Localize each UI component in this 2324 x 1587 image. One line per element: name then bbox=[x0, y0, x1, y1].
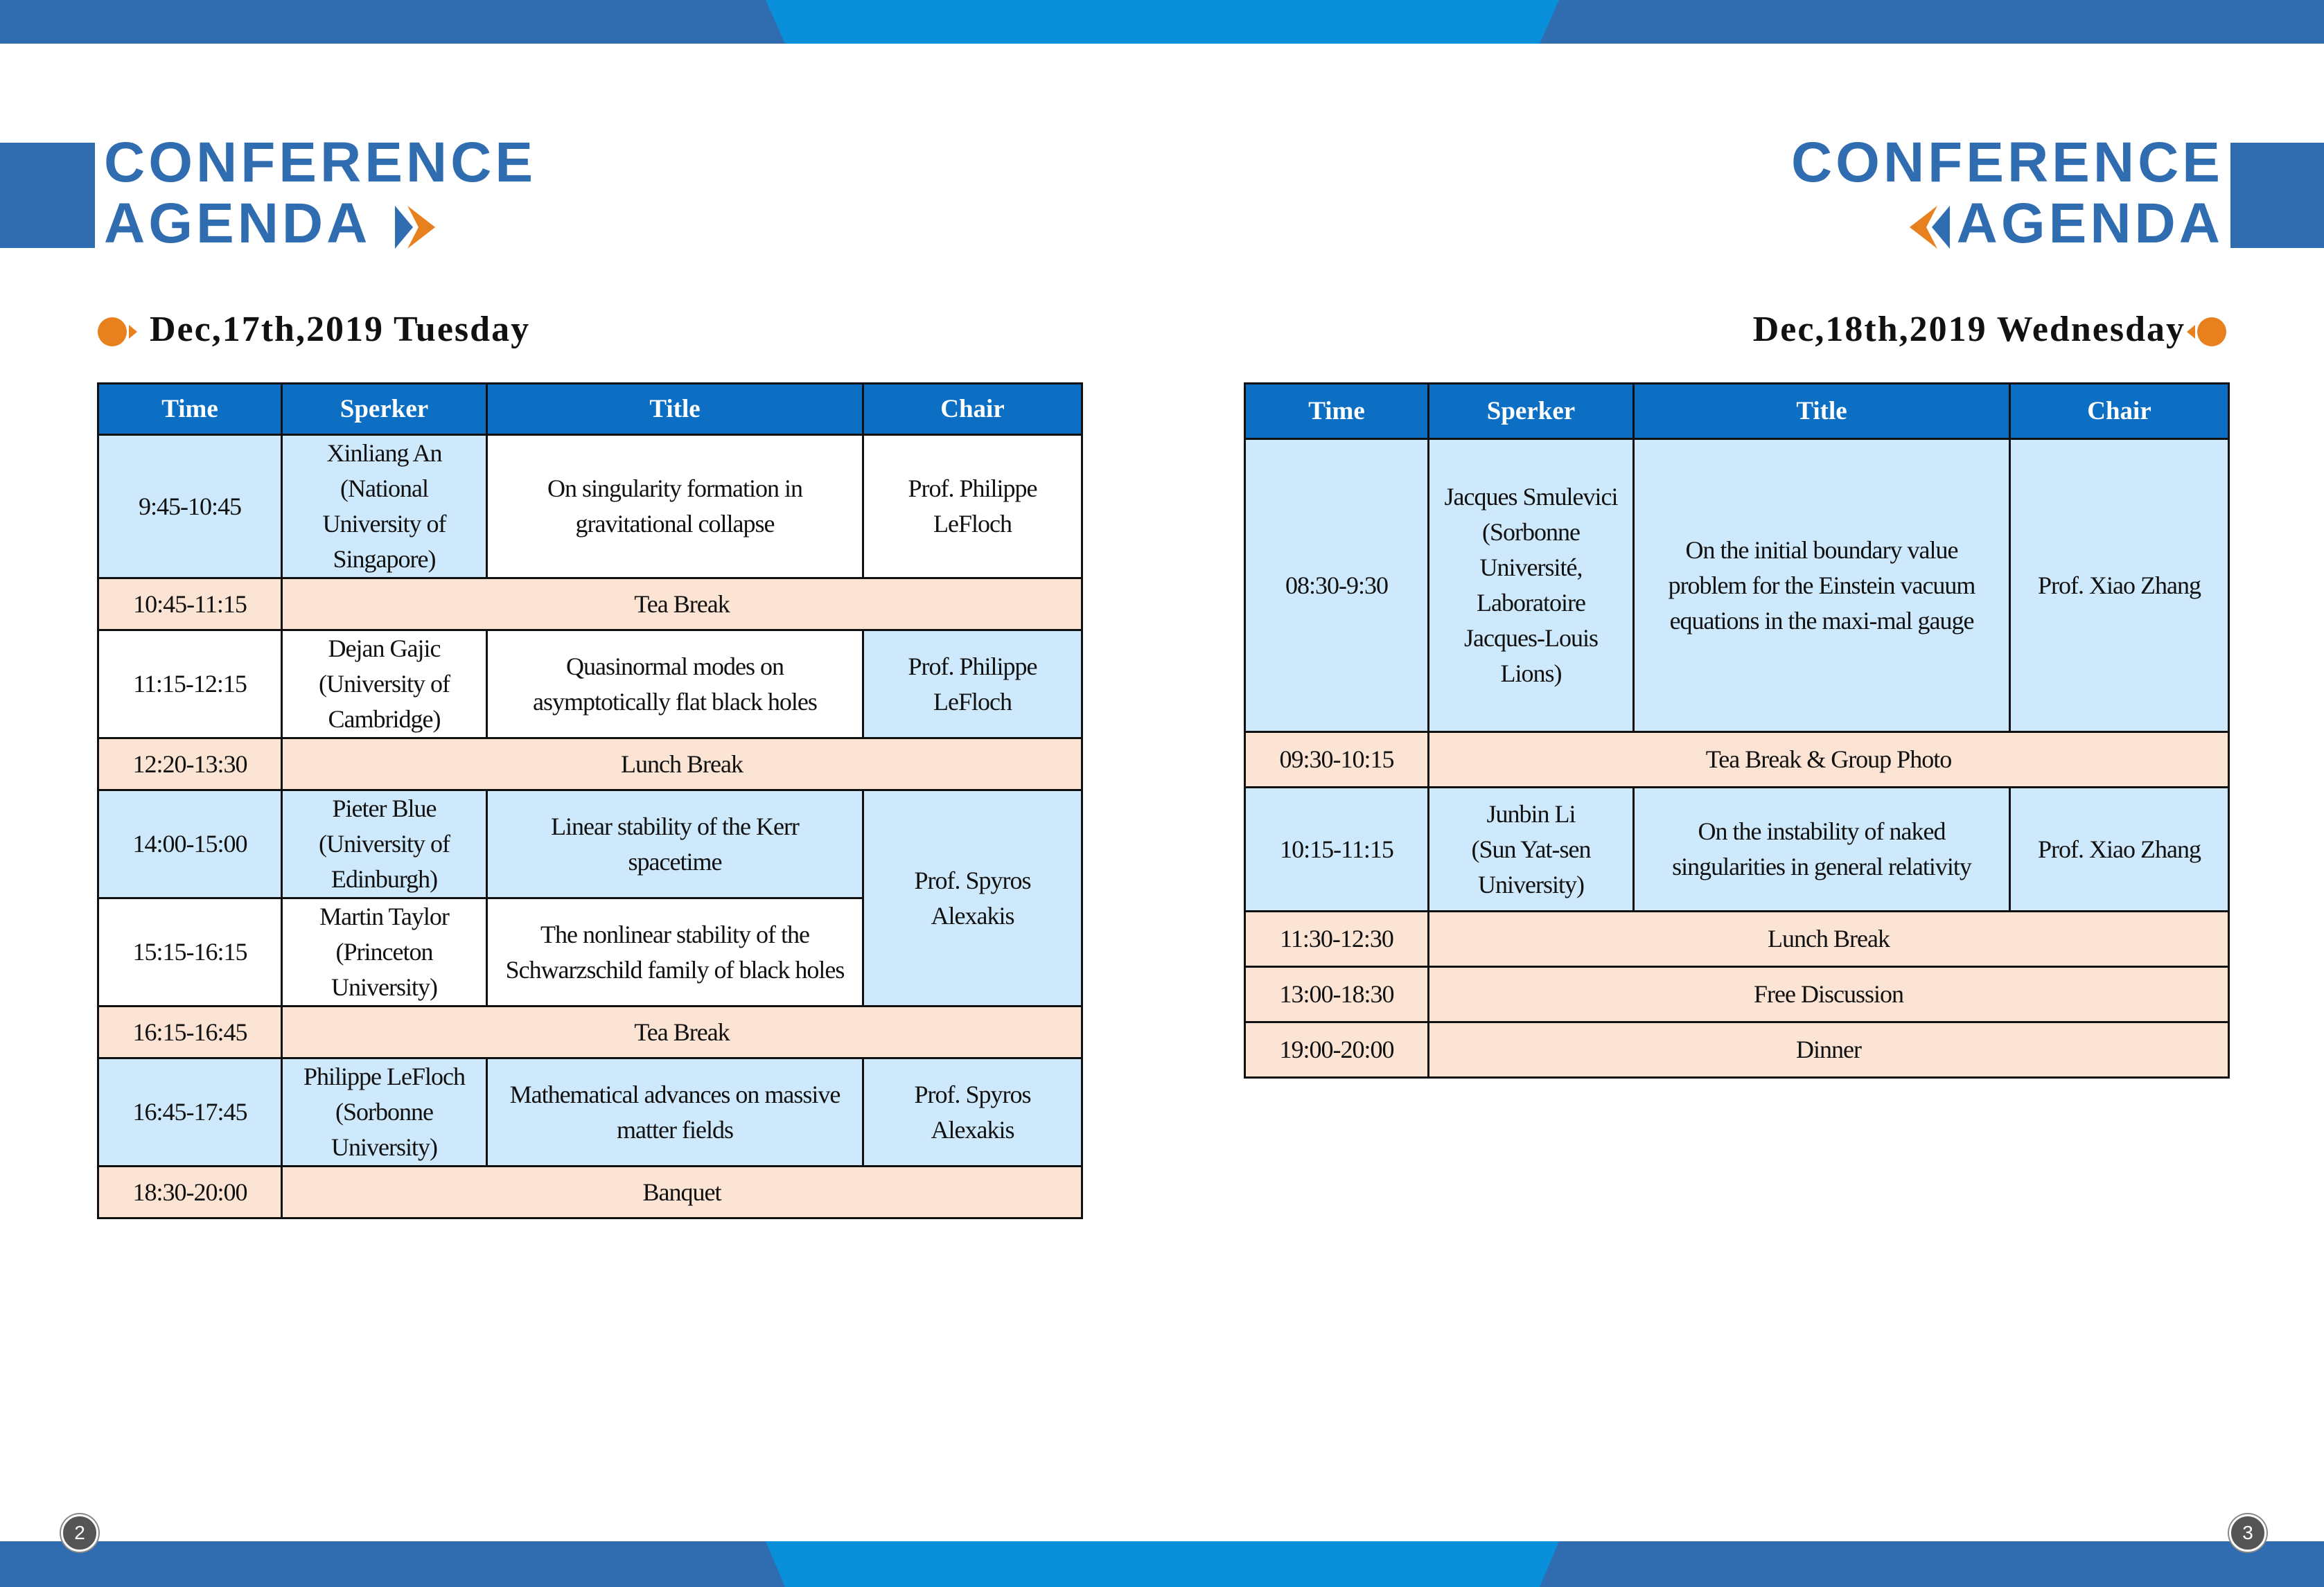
speaker-line: (University of bbox=[319, 670, 450, 698]
title-cell bbox=[1634, 788, 2010, 912]
left-heading-line2: AGENDA bbox=[104, 192, 369, 255]
speaker-cell bbox=[282, 1058, 487, 1167]
right-heading-block bbox=[2230, 143, 2324, 248]
table-row bbox=[1245, 732, 2229, 788]
header-chair: Chair bbox=[863, 384, 1082, 435]
speaker-cell bbox=[282, 435, 487, 578]
left-agenda-table bbox=[97, 382, 1083, 1219]
header-time: Time bbox=[1245, 384, 1429, 439]
chair-cell bbox=[863, 435, 1082, 578]
speaker-line: University) bbox=[1478, 870, 1584, 898]
chair-cell bbox=[2010, 788, 2229, 912]
header-title: Title bbox=[1634, 384, 2010, 439]
speaker-cell bbox=[282, 790, 487, 898]
header-chair: Chair bbox=[2010, 384, 2229, 439]
header-speaker: Sperker bbox=[1429, 384, 1634, 439]
title-line: Mathematical advances on massive bbox=[509, 1080, 840, 1108]
chair-line: Alexakis bbox=[931, 901, 1014, 930]
time-cell: 16:15-16:45 bbox=[98, 1007, 282, 1058]
break-cell: Tea Break bbox=[282, 1007, 1082, 1058]
break-cell: Free Discussion bbox=[1429, 967, 2229, 1022]
title-cell bbox=[487, 630, 863, 738]
title-line: singularities in general relativity bbox=[1672, 853, 1971, 880]
speaker-line: (Sun Yat-sen bbox=[1471, 835, 1591, 863]
time-cell: 10:45-11:15 bbox=[98, 578, 282, 630]
right-page-heading bbox=[1791, 132, 2224, 254]
header-speaker: Sperker bbox=[282, 384, 487, 435]
right-date-heading: Dec,18th,2019 Wednesday bbox=[1752, 310, 2185, 349]
speaker-line: Laboratoire bbox=[1477, 589, 1585, 617]
chair-cell bbox=[2010, 439, 2229, 732]
speaker-cell bbox=[282, 630, 487, 738]
title-line: problem for the Einstein vacuum bbox=[1668, 571, 1975, 599]
left-heading-block bbox=[0, 143, 95, 248]
speaker-line: (University of bbox=[319, 830, 450, 858]
time-cell: 10:15-11:15 bbox=[1245, 788, 1429, 912]
speaker-line: (National bbox=[340, 475, 428, 502]
bottom-decorative-band bbox=[0, 1541, 2324, 1587]
speaker-line: (Sorbonne bbox=[335, 1098, 433, 1126]
break-cell: Banquet bbox=[282, 1167, 1082, 1218]
time-cell: 12:20-13:30 bbox=[98, 738, 282, 790]
break-cell: Tea Break bbox=[282, 578, 1082, 630]
speaker-cell bbox=[1429, 788, 1634, 912]
right-heading-line1: CONFERENCE bbox=[1790, 131, 2224, 194]
break-cell: Tea Break & Group Photo bbox=[1429, 732, 2229, 788]
chair-cell bbox=[863, 1058, 1082, 1167]
time-cell: 15:15-16:15 bbox=[98, 898, 282, 1007]
table-row bbox=[98, 578, 1082, 630]
title-cell bbox=[487, 1058, 863, 1167]
speaker-line: Singapore) bbox=[333, 545, 436, 573]
speaker-line: Dejan Gajic bbox=[328, 635, 441, 662]
title-line: Quasinormal modes on bbox=[566, 652, 784, 680]
time-cell: 16:45-17:45 bbox=[98, 1058, 282, 1167]
right-date-bullet-icon bbox=[2185, 317, 2227, 347]
time-cell: 9:45-10:45 bbox=[98, 435, 282, 578]
speaker-line: Université, bbox=[1479, 553, 1583, 581]
speaker-line: Xinliang An bbox=[326, 439, 442, 467]
chair-line: Prof. Spyros bbox=[914, 1080, 1031, 1108]
table-row bbox=[1245, 439, 2229, 732]
page-number-right: 3 bbox=[2229, 1514, 2266, 1552]
break-cell: Dinner bbox=[1429, 1022, 2229, 1078]
speaker-line: Martin Taylor bbox=[319, 903, 449, 930]
table-row bbox=[1245, 788, 2229, 912]
right-agenda-table bbox=[1244, 382, 2230, 1079]
right-arrow-icon bbox=[395, 206, 435, 249]
speaker-line: (Princeton bbox=[335, 938, 433, 966]
time-cell: 18:30-20:00 bbox=[98, 1167, 282, 1218]
title-line: spacetime bbox=[628, 847, 722, 876]
title-cell bbox=[487, 898, 863, 1007]
speaker-line: Junbin Li bbox=[1486, 799, 1576, 828]
break-cell: Lunch Break bbox=[1429, 912, 2229, 967]
time-cell: 11:15-12:15 bbox=[98, 630, 282, 738]
break-cell: Lunch Break bbox=[282, 738, 1082, 790]
table-row bbox=[98, 1167, 1082, 1218]
table-row bbox=[98, 630, 1082, 738]
chair-line: LeFloch bbox=[933, 510, 1012, 538]
speaker-line: University) bbox=[331, 1133, 437, 1161]
speaker-line: Jacques Smulevici bbox=[1444, 483, 1618, 511]
chair-line: Prof. Xiao Zhang bbox=[2038, 571, 2201, 599]
right-heading-line2: AGENDA bbox=[1956, 192, 2224, 255]
chair-line: Prof. Philippe bbox=[908, 475, 1037, 502]
table-row bbox=[98, 738, 1082, 790]
title-line: Linear stability of the Kerr bbox=[551, 812, 799, 840]
left-heading-line1: CONFERENCE bbox=[104, 131, 537, 194]
table-row bbox=[1245, 912, 2229, 967]
table-row bbox=[1245, 967, 2229, 1022]
title-line: The nonlinear stability of the bbox=[540, 920, 809, 948]
table-row bbox=[98, 1058, 1082, 1167]
title-line: gravitational collapse bbox=[575, 510, 775, 538]
chair-cell bbox=[863, 790, 1082, 1007]
table-row bbox=[98, 435, 1082, 578]
chair-line: Prof. Spyros bbox=[914, 866, 1031, 894]
table-header-row bbox=[1245, 384, 2229, 439]
time-cell: 09:30-10:15 bbox=[1245, 732, 1429, 788]
chair-cell bbox=[863, 630, 1082, 738]
left-arrow-icon bbox=[1910, 206, 1950, 249]
speaker-line: Lions) bbox=[1500, 659, 1562, 687]
speaker-line: University of bbox=[322, 510, 446, 538]
chair-line: Alexakis bbox=[931, 1115, 1014, 1144]
title-line: On the initial boundary value bbox=[1685, 535, 1958, 564]
speaker-line: (Sorbonne bbox=[1482, 518, 1580, 546]
time-cell: 13:00-18:30 bbox=[1245, 967, 1429, 1022]
speaker-line: University) bbox=[331, 973, 437, 1001]
table-row bbox=[1245, 1022, 2229, 1078]
speaker-cell bbox=[282, 898, 487, 1007]
speaker-line: Pieter Blue bbox=[332, 795, 437, 822]
top-decorative-band bbox=[0, 0, 2324, 44]
left-date-bullet-icon bbox=[97, 317, 139, 347]
left-date-heading: Dec,17th,2019 Tuesday bbox=[150, 310, 531, 349]
speaker-line: Edinburgh) bbox=[331, 865, 438, 893]
title-cell bbox=[487, 790, 863, 898]
table-header-row bbox=[98, 384, 1082, 435]
left-page-heading bbox=[104, 132, 536, 254]
title-line: equations in the maxi-mal gauge bbox=[1669, 606, 1974, 635]
chair-line: Prof. Xiao Zhang bbox=[2038, 835, 2201, 863]
title-line: matter fields bbox=[617, 1115, 733, 1144]
title-line: asymptotically flat black holes bbox=[533, 687, 817, 716]
title-line: Schwarzschild family of black holes bbox=[505, 955, 845, 984]
time-cell: 19:00-20:00 bbox=[1245, 1022, 1429, 1078]
time-cell: 14:00-15:00 bbox=[98, 790, 282, 898]
speaker-cell bbox=[1429, 439, 1634, 732]
title-line: On singularity formation in bbox=[547, 475, 802, 502]
time-cell: 11:30-12:30 bbox=[1245, 912, 1429, 967]
speaker-line: Philippe LeFloch bbox=[303, 1063, 465, 1090]
time-cell: 08:30-9:30 bbox=[1245, 439, 1429, 732]
chair-line: LeFloch bbox=[933, 687, 1012, 716]
header-time: Time bbox=[98, 384, 282, 435]
title-cell bbox=[1634, 439, 2010, 732]
speaker-line: Cambridge) bbox=[328, 705, 441, 733]
table-row bbox=[98, 1007, 1082, 1058]
title-cell bbox=[487, 435, 863, 578]
title-line: On the instability of naked bbox=[1698, 817, 1946, 845]
page-number-left: 2 bbox=[61, 1514, 98, 1552]
header-title: Title bbox=[487, 384, 863, 435]
chair-line: Prof. Philippe bbox=[908, 652, 1037, 680]
speaker-line: Jacques-Louis bbox=[1464, 624, 1598, 652]
table-row bbox=[98, 790, 1082, 898]
